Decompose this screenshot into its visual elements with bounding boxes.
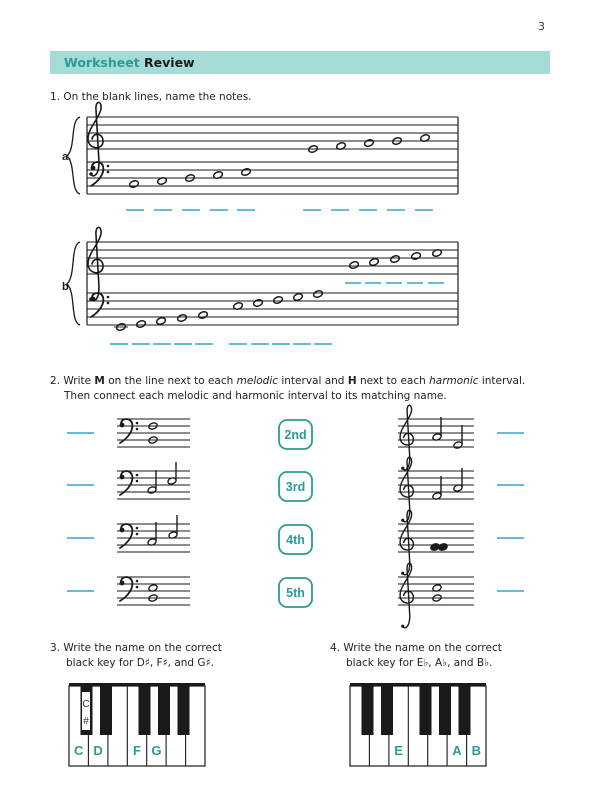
q2-bass-notes [147, 422, 178, 602]
q2-interval-boxes[interactable] [279, 420, 312, 607]
q3-example-label [82, 692, 90, 730]
q2-treble-clefs [400, 405, 413, 628]
bass-clef-icon-b [91, 293, 110, 317]
svg-text:C: C [82, 699, 90, 710]
treble-clef-icon-b [88, 227, 103, 300]
q4-key-b: B [471, 743, 481, 758]
q1-instruction: 1. On the blank lines, name the notes. [50, 91, 252, 103]
page-number: 3 [538, 20, 545, 33]
q2-bass-clefs [120, 419, 139, 601]
q2-treble-notes [430, 417, 463, 602]
q3-key-d: D [93, 743, 103, 758]
keyboard-q4[interactable] [350, 683, 486, 766]
title-review: Review [144, 55, 195, 70]
q4-instruction-line1: 4. Write the name on the correct [330, 642, 502, 654]
q3-instruction-line1: 3. Write the name on the correct [50, 642, 222, 654]
q3-key-f: F [133, 743, 141, 758]
q2-instruction-line1: 2. Write M on the line next to each melodic interval and H next to each harmonic interval. [50, 375, 526, 387]
title-worksheet: Worksheet [64, 55, 140, 70]
interval-3rd[interactable]: 3rd [285, 480, 306, 494]
q3-key-g: G [151, 743, 162, 758]
bass-clef-icon [91, 162, 110, 186]
q2-instruction-line2: Then connect each melodic and harmonic interval to its matching name. [64, 390, 447, 402]
q3-instruction-line2: black key for D♯, F♯, and G♯. [66, 657, 214, 669]
notes-a-treble [306, 134, 430, 154]
label-a: a. [62, 151, 72, 163]
grand-staff-a [67, 102, 458, 194]
interval-4th[interactable]: 4th [286, 533, 305, 547]
treble-clef-icon [88, 102, 103, 175]
q2-right-answer-lines[interactable] [497, 433, 524, 591]
interval-5th[interactable]: 5th [286, 586, 305, 600]
svg-text:#: # [83, 716, 89, 727]
label-b: b. [62, 281, 72, 293]
q4-key-a: A [452, 743, 462, 758]
q3-key-c: C [74, 743, 84, 758]
q2-left-answer-lines[interactable] [67, 433, 94, 591]
answer-lines-b[interactable] [110, 283, 444, 344]
grand-staff-b [67, 227, 458, 325]
q4-key-e: E [394, 743, 403, 758]
interval-2nd[interactable]: 2nd [284, 428, 307, 442]
q4-instruction-line2: black key for E♭, A♭, and B♭. [346, 657, 493, 669]
